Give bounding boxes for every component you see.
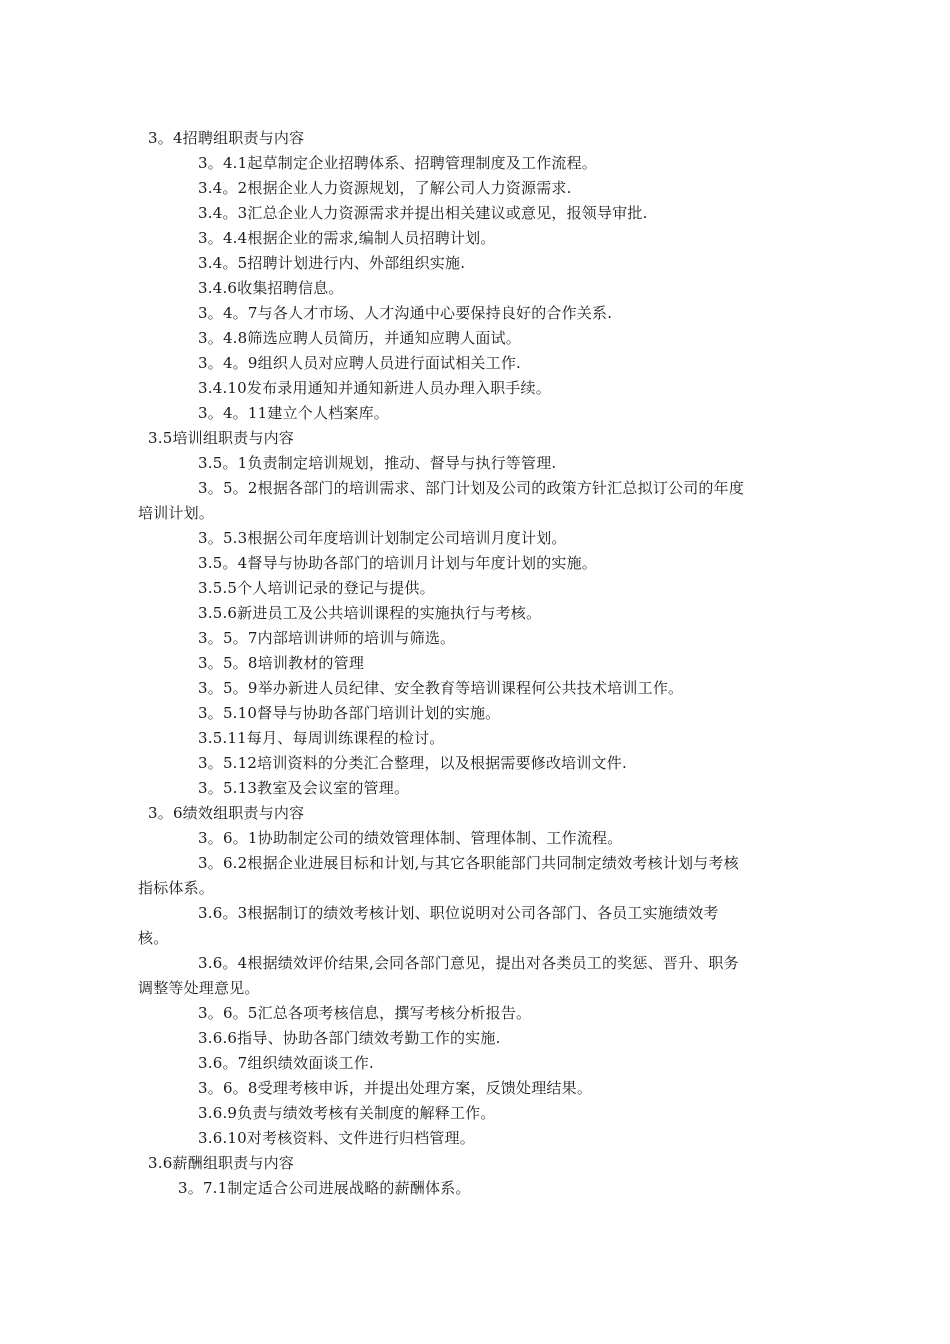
paragraph-line: 3.6.6指导、协助各部门绩效考勤工作的实施. [198, 1029, 501, 1047]
paragraph-continuation: 核。 [138, 929, 169, 947]
paragraph-line: 3.6。3根据制订的绩效考核计划、职位说明对公司各部门、各员工实施绩效考 [198, 904, 719, 922]
paragraph-line: 3.5.11每月、每周训练课程的检讨。 [198, 729, 445, 747]
paragraph-line: 3。5.10督导与协助各部门培训计划的实施。 [198, 704, 501, 722]
paragraph-line: 3。5。9举办新进人员纪律、安全教育等培训课程何公共技术培训工作。 [198, 679, 684, 697]
paragraph-line: 3。5.13教室及会议室的管理。 [198, 779, 410, 797]
paragraph-line: 3.5.5个人培训记录的登记与提供。 [198, 579, 435, 597]
paragraph-line: 3.4.6收集招聘信息。 [198, 279, 344, 297]
paragraph-line: 3。6。5汇总各项考核信息，撰写考核分析报告。 [198, 1004, 532, 1022]
paragraph-line: 3.4。3汇总企业人力资源需求并提出相关建议或意见，报领导审批. [198, 204, 648, 222]
paragraph-continuation: 指标体系。 [138, 879, 215, 897]
paragraph-line: 3。4.8筛选应聘人员简历，并通知应聘人面试。 [198, 329, 522, 347]
paragraph-line: 3。5。8培训教材的管理 [198, 654, 365, 672]
paragraph-line: 3。5。2根据各部门的培训需求、部门计划及公司的政策方针汇总拟订公司的年度 [198, 479, 745, 497]
paragraph-line: 3.5。1负责制定培训规划，推动、督导与执行等管理. [198, 454, 557, 472]
paragraph-line: 3。4。9组织人员对应聘人员进行面试相关工作. [198, 354, 522, 372]
paragraph-line: 3.4.10发布录用通知并通知新进人员办理入职手续。 [198, 379, 551, 397]
paragraph-line: 3。6.2根据企业进展目标和计划,与其它各职能部门共同制定绩效考核计划与考核 [198, 854, 739, 872]
paragraph-line: 3。5.12培训资料的分类汇合整理，以及根据需要修改培训文件. [198, 754, 627, 772]
paragraph-line: 3.6.9负责与绩效考核有关制度的解释工作。 [198, 1104, 496, 1122]
section-heading: 3。6绩效组职责与内容 [148, 804, 305, 822]
paragraph-line: 3.5.6新进员工及公共培训课程的实施执行与考核。 [198, 604, 542, 622]
paragraph-line: 3.6.10对考核资料、文件进行归档管理。 [198, 1129, 475, 1147]
section-heading: 3.6薪酬组职责与内容 [148, 1154, 295, 1172]
paragraph-line: 3。4.4根据企业的需求,编制人员招聘计划。 [198, 229, 496, 247]
paragraph-line: 3。5。7内部培训讲师的培训与筛选。 [198, 629, 456, 647]
section-heading: 3.5培训组职责与内容 [148, 429, 295, 447]
paragraph-line: 3。7.1制定适合公司进展战略的薪酬体系。 [178, 1179, 471, 1197]
paragraph-line: 3.4。5招聘计划进行内、外部组织实施. [198, 254, 466, 272]
paragraph-line: 3.5。4督导与协助各部门的培训月计划与年度计划的实施。 [198, 554, 598, 572]
paragraph-line: 3。4.1起草制定企业招聘体系、招聘管理制度及工作流程。 [198, 154, 598, 172]
paragraph-line: 3.6。4根据绩效评价结果,会同各部门意见，提出对各类员工的奖惩、晋升、职务 [198, 954, 739, 972]
document-body [0, 126, 950, 1201]
section-heading: 3。4招聘组职责与内容 [148, 129, 305, 147]
paragraph-line: 3.6。7组织绩效面谈工作. [198, 1054, 374, 1072]
paragraph-continuation: 调整等处理意见。 [138, 979, 260, 997]
paragraph-line: 3。5.3根据公司年度培训计划制定公司培训月度计划。 [198, 529, 567, 547]
paragraph-line: 3。6。1协助制定公司的绩效管理体制、管理体制、工作流程。 [198, 829, 623, 847]
paragraph-line: 3。4。11建立个人档案库。 [198, 404, 389, 422]
paragraph-continuation: 培训计划。 [138, 504, 215, 522]
paragraph-line: 3.4。2根据企业人力资源规划，了解公司人力资源需求. [198, 179, 572, 197]
paragraph-line: 3。4。7与各人才市场、人才沟通中心要保持良好的合作关系. [198, 304, 613, 322]
paragraph-line: 3。6。8受理考核申诉，并提出处理方案，反馈处理结果。 [198, 1079, 593, 1097]
